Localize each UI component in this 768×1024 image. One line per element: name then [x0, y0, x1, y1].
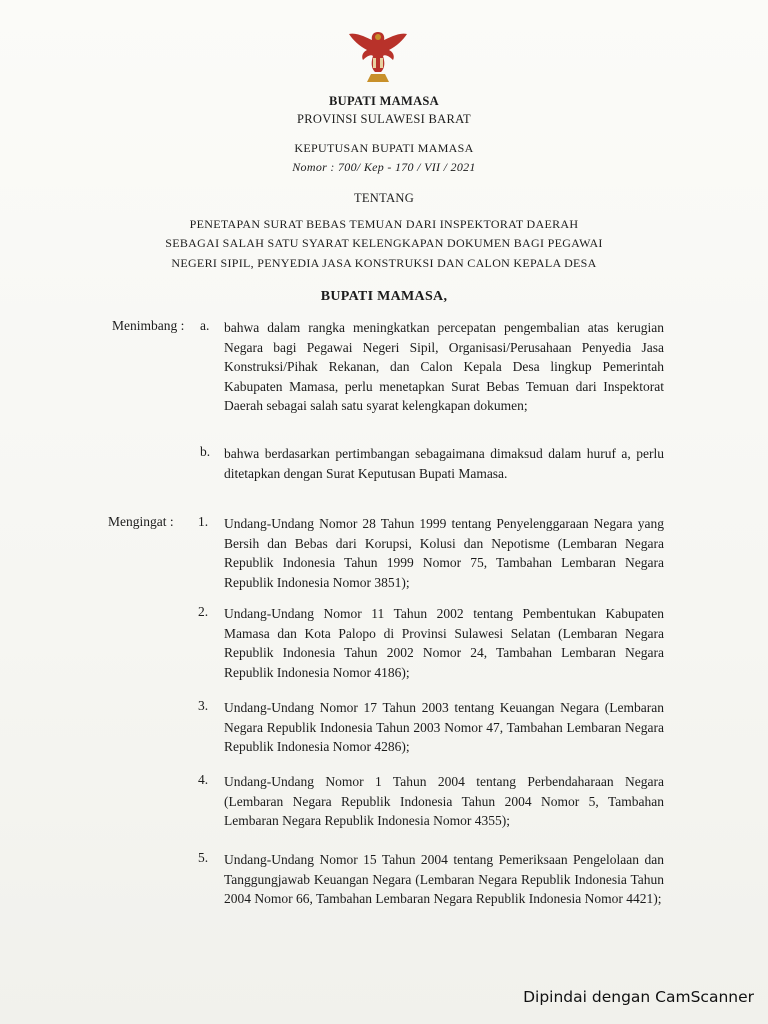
mengingat-1-marker: 1. — [198, 514, 209, 529]
mengingat-1-text: Undang-Undang Nomor 28 Tahun 1999 tentang Penyelenggaraan Negara yang Bersih dan Bebas dari Korupsi, Kolusi dan Nepotisme (Lembaran Negara Republik Indonesia Tahun 1999 Nomor 75, Tambahan Lembaran Negara Republik Indonesia Nomor 3851); — [224, 516, 664, 590]
subject-line-2: SEBAGAI SALAH SATU SYARAT KELENGKAPAN DOKUMEN BAGI PEGAWAI — [165, 236, 603, 250]
menimbang-b-marker: b. — [200, 444, 211, 459]
mengingat-5-text: Undang-Undang Nomor 15 Tahun 2004 tentang Pemeriksaan Pengelolaan dan Tanggungjawab Keuangan Negara (Lembaran Negara Republik Indonesia Tahun 2004 Nomor 66, Tambahan Lembaran Negara Republik Indonesia Nomor 4421); — [224, 852, 664, 907]
decree-title: KEPUTUSAN BUPATI MAMASA — [294, 141, 474, 155]
mengingat-3-text: Undang-Undang Nomor 17 Tahun 2003 tentang Keuangan Negara (Lembaran Negara Republik Indonesia Tahun 2003 Nomor 47, Tambahan Lembaran Negara Republik Indonesia Nomor 4286); — [224, 700, 664, 755]
mengingat-label: Mengingat : — [108, 514, 174, 529]
subject-line-1: PENETAPAN SURAT BEBAS TEMUAN DARI INSPEKTORAT DAERAH — [189, 217, 579, 231]
regent-title: BUPATI MAMASA — [328, 94, 440, 108]
garuda-emblem-icon — [345, 26, 411, 88]
menimbang-a-text: bahwa dalam rangka meningkatkan percepatan pengembalian atas kerugian Negara bagi Pegawai Negeri Sipil, Organisasi/Perusahaan Penyedia Jasa Konstruksi/Pihak Rekanan, dan Calon Kepala Desa lingkup Pemerintah Kabupaten Mamasa, perlu menetapkan Surat Bebas Temuan dari Inspektorat Daerah sebagai salah satu syarat kelengkapan dokumen; — [224, 320, 664, 414]
mengingat-3-marker: 3. — [198, 698, 209, 713]
menimbang-a-marker: a. — [200, 318, 210, 333]
mengingat-4-text: Undang-Undang Nomor 1 Tahun 2004 tentang Perbendaharaan Negara (Lembaran Negara Republik Indonesia Tahun 2004 Nomor 5, Tambahan Lembaran Negara Republik Indonesia Nomor 4355); — [224, 774, 664, 829]
menimbang-label: Menimbang : — [112, 318, 185, 333]
subject-line-3: NEGERI SIPIL, PENYEDIA JASA KONSTRUKSI DAN CALON KEPALA DESA — [171, 256, 597, 270]
mengingat-5-marker: 5. — [198, 850, 209, 865]
menimbang-b-text: bahwa berdasarkan pertimbangan sebagaimana dimaksud dalam huruf a, perlu ditetapkan dengan Surat Keputusan Bupati Mamasa. — [224, 446, 664, 481]
mengingat-2-marker: 2. — [198, 604, 209, 619]
mengingat-2-text: Undang-Undang Nomor 11 Tahun 2002 tentang Pembentukan Kabupaten Mamasa dan Kota Palopo di Provinsi Sulawesi Selatan (Lembaran Negara Republik Indonesia Tahun 2002 Nomor 24, Tambahan Lembaran Negara Republik Indonesia Nomor 4186); — [224, 606, 664, 680]
official-heading: BUPATI MAMASA, — [320, 289, 448, 304]
province-title: PROVINSI SULAWESI BARAT — [297, 112, 471, 126]
decree-number: Nomor : 700/ Kep - 170 / VII / 2021 — [292, 160, 476, 174]
tentang-heading: TENTANG — [353, 191, 415, 205]
camscanner-watermark: Dipindai dengan CamScanner — [523, 988, 754, 1006]
mengingat-4-marker: 4. — [198, 772, 209, 787]
